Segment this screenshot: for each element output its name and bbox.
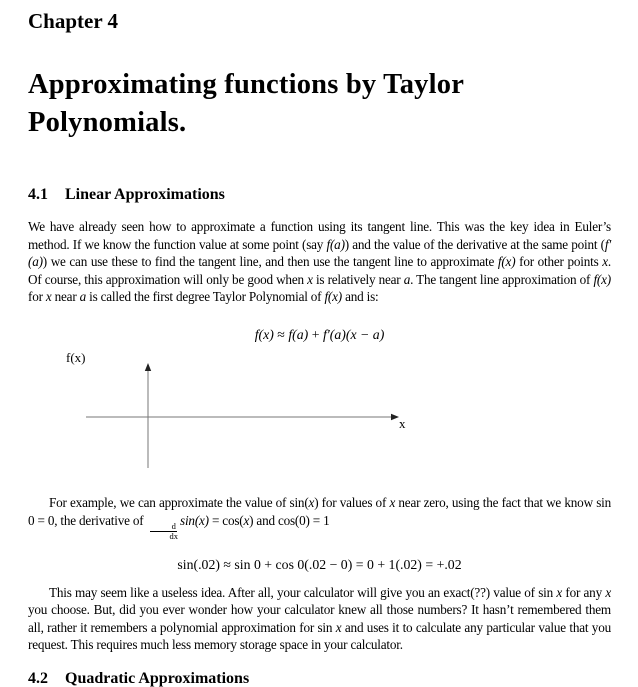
formula-sin-approximation: sin(.02) ≈ sin 0 + cos 0(.02 − 0) = 0 + 1(.02) = +.02: [177, 556, 462, 572]
y-axis-label: f(x): [66, 349, 86, 365]
formula-taylor-first-degree: f(x) ≈ f(a) + f′(a)(x − a): [254, 326, 385, 342]
axes-plot: [28, 349, 611, 490]
paragraph-example: For example, we can approximate the value of sin(x) for values of x near zero, using the fact that we know sin 0 = 0, the derivative of $\frac{d}{dx}$ sin(x) = cos(x) and cos(0) = 1: [28, 494, 611, 542]
figure-axes: [28, 349, 611, 490]
inline-fraction: $\frac{d}{dx}$: [149, 522, 179, 541]
x-axis-label: x: [399, 415, 406, 431]
chapter-title: Approximating functions by Taylor Polynomials.: [28, 69, 464, 138]
section-number: 4.1: [28, 186, 48, 203]
section-number: 4.2: [28, 669, 48, 687]
chapter-label: Chapter 4: [28, 9, 119, 33]
section-title: Linear Approximations: [65, 186, 225, 203]
paragraph-calculator: This may seem like a useless idea. After all, your calculator will give you an exact(??) value of sin x for any x you choose. But, did you ever wonder how your calculator knew all those numbers? It hasn’t remembered them all, rather it remembers a polynomial approximation for sin x and uses it to calculate any particular value that you request. This requires much less memory storage space in your calculator.: [28, 584, 612, 653]
section-heading-4-1: [28, 184, 611, 205]
paragraph-intro: We have already seen how to approximate a function using its tangent line. This was the key idea in Euler’s method. If we know the function value at some point (say f(a)) and the value of the derivative at the same point (f′(a)) we can use these to find the tangent line, and then use the tangent line to approximate f(x) for other points x. Of course, this approximation will only be good when x is relatively near a. The tangent line approximation of f(x) for x near a is called the first degree Taylor Polynomial of f(x) and is:: [28, 219, 612, 305]
section-heading-4-2: [28, 668, 611, 687]
right-arrowhead-icon: [391, 414, 399, 420]
section-title: Quadratic Approximations: [65, 669, 250, 687]
up-arrowhead-icon: [145, 363, 151, 371]
